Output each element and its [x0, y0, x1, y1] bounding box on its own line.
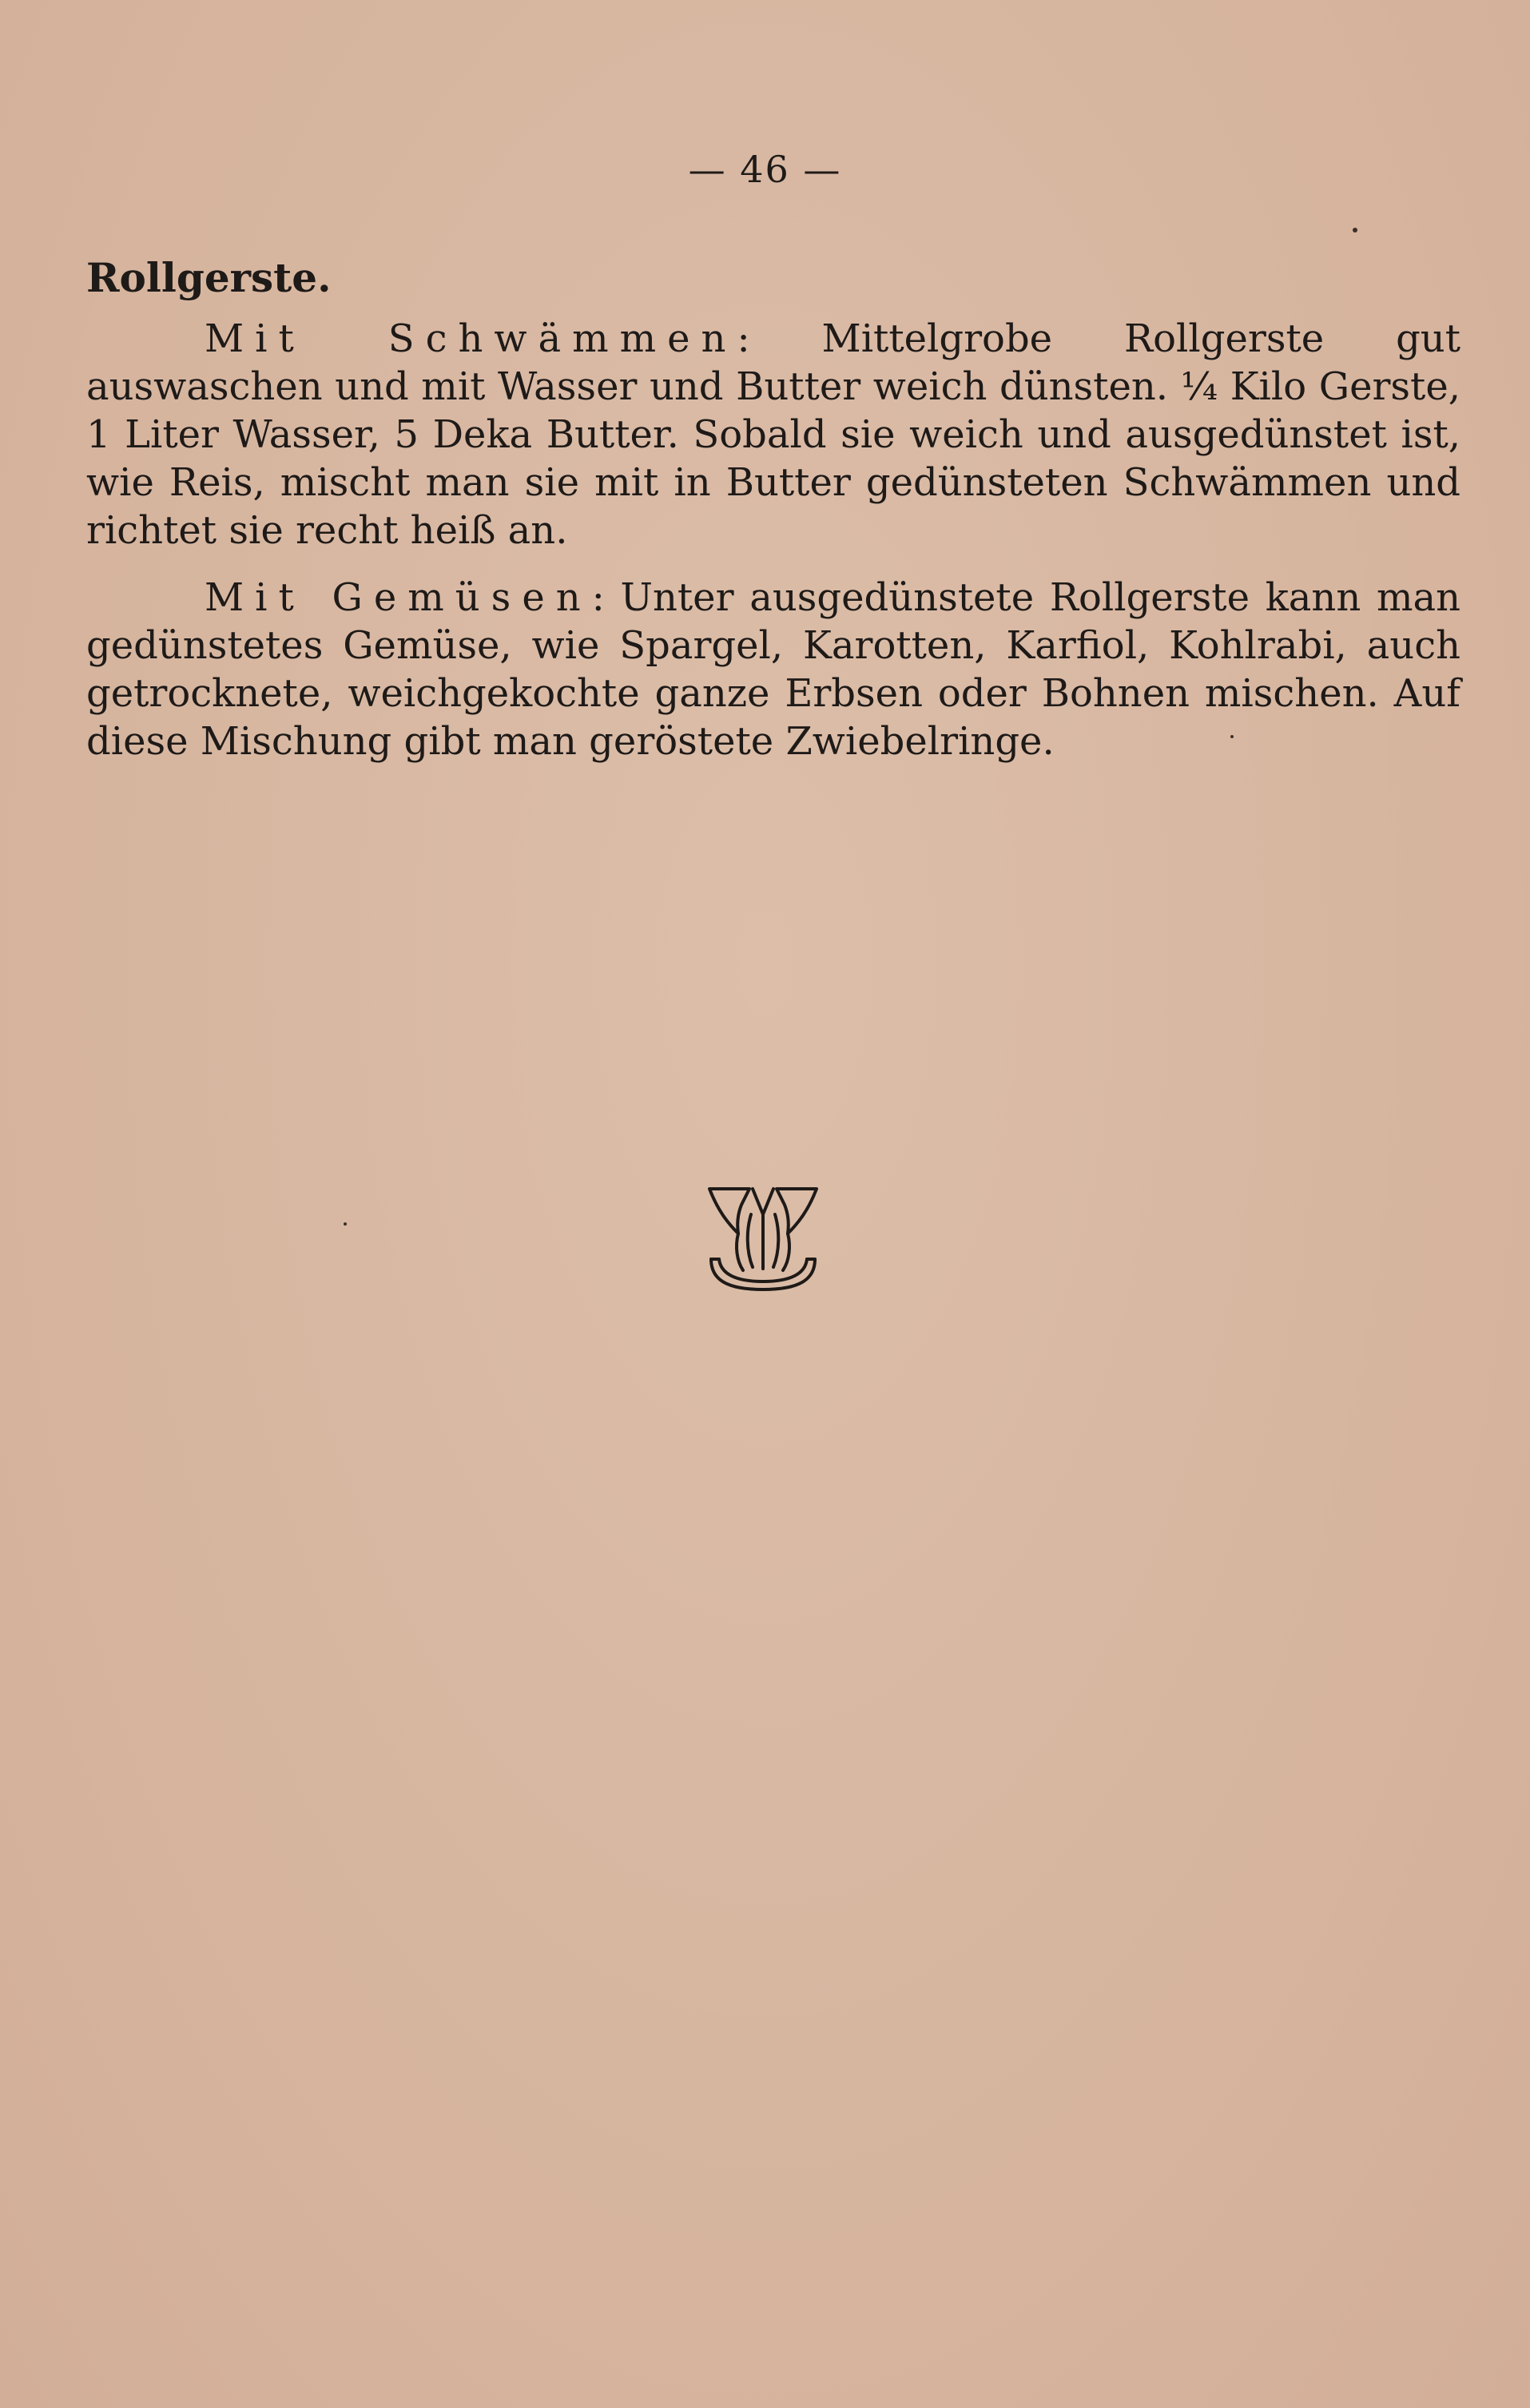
paragraph-vegetables: [86, 574, 1460, 765]
paragraph-lead: Mit Schwämmen: [205, 316, 737, 361]
paragraph-colon: :: [591, 575, 605, 620]
paragraph-body: Mittelgrobe Rollgerste gut auswaschen und mit Wasser und Butter weich dünsten. ¼ Kilo Gerste, 1 Liter Wasser, 5 Deka Butter. Sobald sie weich und ausgedünstet ist, wie Reis, mischt man sie mit in Butter gedünsteten Schwämmen und richtet sie recht heiß an.: [86, 316, 1461, 553]
paragraph-colon: :: [737, 316, 750, 361]
paper-speck: [344, 1222, 347, 1226]
paragraph-lead: Mit Gemüsen: [205, 575, 592, 620]
paragraph-body: Unter ausgedünstete Rollgerste kann man gedünstetes Gemüse, wie Spargel, Karotten, Karfiol, Kohlrabi, auch getrocknete, weichgekochte ganze Erbsen oder Bohnen mischen. Auf diese Mischung gibt man geröstete Zwiebelringe.: [86, 575, 1460, 764]
art-nouveau-printer-mark-icon: [703, 1182, 823, 1294]
recipe-text: [86, 254, 1460, 785]
page-number: — 46 —: [688, 148, 842, 191]
section-title: Rollgerste.: [86, 254, 332, 301]
paragraph-mushrooms: [86, 315, 1460, 554]
paper-speck: [1230, 735, 1234, 738]
paper-speck: [1353, 228, 1357, 232]
